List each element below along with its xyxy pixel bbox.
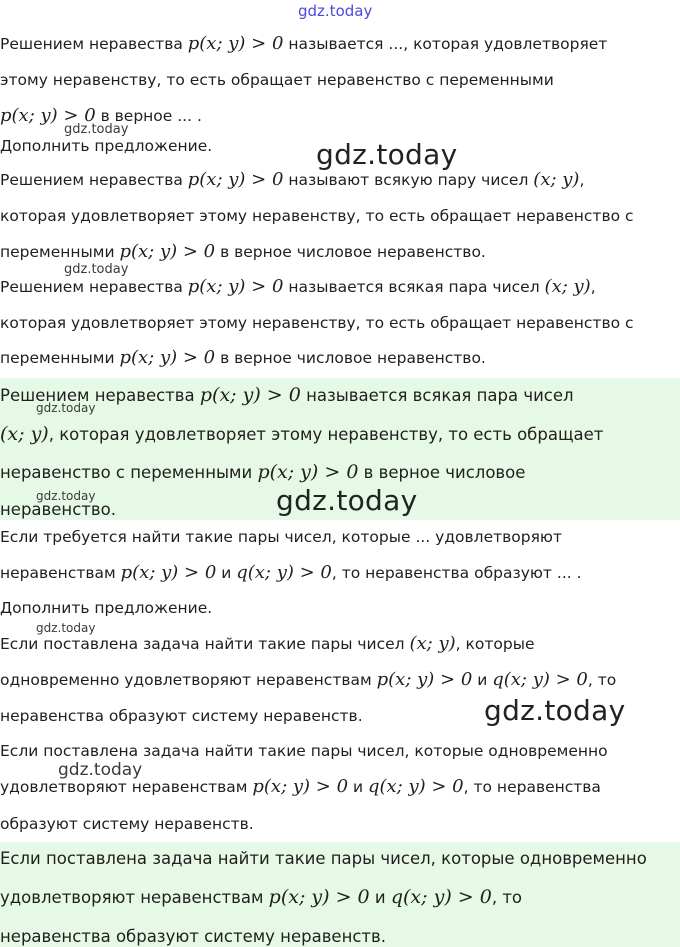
text: , которая удовлетворяет этому неравенству, то есть обращает bbox=[48, 425, 604, 444]
math-pair: (x; y) bbox=[533, 169, 580, 190]
text: Решением неравества bbox=[0, 278, 188, 296]
text: Решением неравества bbox=[0, 171, 188, 189]
text: неравенство с переменными bbox=[0, 463, 258, 482]
math-p: p(x; y) > 0 bbox=[187, 276, 284, 297]
a3-line-2 bbox=[0, 424, 603, 445]
text: Решением неравества bbox=[0, 386, 200, 405]
text: переменными bbox=[0, 243, 120, 261]
math-p: p(x; y) > 0 bbox=[268, 886, 370, 908]
watermark: gdz.today bbox=[36, 489, 96, 503]
text: , bbox=[579, 171, 585, 189]
watermark: gdz.today bbox=[58, 760, 143, 780]
text: в верное числовое bbox=[358, 463, 526, 482]
watermark: gdz.today bbox=[36, 401, 96, 415]
math-p: p(x; y) > 0 bbox=[376, 669, 473, 690]
b3-line-3 bbox=[0, 927, 386, 947]
math-p: p(x; y) > 0 bbox=[187, 33, 284, 54]
instruction: Дополнить предложение. bbox=[0, 599, 213, 617]
a1-line-3 bbox=[0, 242, 486, 262]
math-p: p(x; y) > 0 bbox=[252, 776, 349, 797]
text: и bbox=[369, 888, 391, 907]
text: , то bbox=[587, 671, 617, 689]
text: называется всякая пара чисел bbox=[300, 386, 574, 405]
text: , то bbox=[491, 888, 523, 907]
a3-line-4 bbox=[0, 500, 116, 520]
text: в верное ... . bbox=[95, 107, 202, 125]
text: неравенство. bbox=[0, 500, 116, 519]
text: в верное числовое неравенство. bbox=[215, 349, 486, 367]
a2-line-2 bbox=[0, 313, 634, 333]
watermark: gdz.today bbox=[484, 694, 626, 727]
math-p: p(x; y) > 0 bbox=[187, 169, 284, 190]
text: и bbox=[472, 671, 493, 689]
watermark: gdz.today bbox=[316, 138, 458, 171]
text: которая удовлетворяет этому неравенству, то есть обращает неравенство с bbox=[0, 314, 634, 332]
text: Если поставлена задача найти такие пары чисел, которые одновременно bbox=[0, 742, 608, 760]
math-pair: (x; y) bbox=[409, 633, 456, 654]
text: этому неравенству, то есть обращает неравенство с переменными bbox=[0, 71, 554, 89]
text: неравенствам bbox=[0, 564, 121, 582]
b3-line-1 bbox=[0, 849, 647, 869]
text: называется всякая пара чисел bbox=[283, 278, 545, 296]
text: и bbox=[348, 778, 368, 796]
math-p: p(x; y) > 0 bbox=[257, 461, 359, 483]
math-pair: (x; y) bbox=[0, 423, 49, 445]
text: неравенства образуют систему неравенств. bbox=[0, 927, 387, 946]
text: , bbox=[590, 278, 596, 296]
q1-line-2 bbox=[0, 70, 554, 90]
text: называют всякую пару чисел bbox=[283, 171, 534, 189]
a1-line-1 bbox=[0, 170, 584, 190]
b2-line-1 bbox=[0, 741, 608, 761]
math-p: p(x; y) > 0 bbox=[119, 241, 216, 262]
watermark: gdz.today bbox=[36, 621, 96, 635]
text: неравенства образуют систему неравенств. bbox=[0, 707, 363, 725]
text: Если поставлена задача найти такие пары чисел bbox=[0, 635, 410, 653]
text: , то неравенства образуют ... . bbox=[331, 564, 582, 582]
math-p: p(x; y) > 0 bbox=[120, 562, 217, 583]
q1-line-1 bbox=[0, 34, 607, 54]
a1-line-2 bbox=[0, 206, 634, 226]
a2-line-1 bbox=[0, 277, 596, 297]
q1-line-4 bbox=[0, 136, 212, 156]
math-q: q(x; y) > 0 bbox=[367, 776, 464, 797]
text: , которые bbox=[455, 635, 535, 653]
math-p: p(x; y) > 0 bbox=[0, 105, 96, 126]
math-pair: (x; y) bbox=[544, 276, 591, 297]
text: одновременно удовлетворяют неравенствам bbox=[0, 671, 377, 689]
b2-line-2 bbox=[0, 777, 601, 797]
b2-line-3 bbox=[0, 814, 254, 834]
q2-line-1 bbox=[0, 527, 562, 547]
text: образуют систему неравенств. bbox=[0, 815, 254, 833]
text: Решением неравества bbox=[0, 35, 188, 53]
text: удовлетворяют неравенствам bbox=[0, 778, 253, 796]
q2-line-2 bbox=[0, 563, 582, 583]
watermark: gdz.today bbox=[298, 2, 373, 20]
a3-line-3 bbox=[0, 462, 525, 483]
q2-line-3 bbox=[0, 598, 212, 618]
math-q: q(x; y) > 0 bbox=[492, 669, 588, 690]
text: в верное числовое неравенство. bbox=[215, 243, 486, 261]
math-p: p(x; y) > 0 bbox=[199, 384, 301, 406]
b1-line-1 bbox=[0, 634, 534, 654]
watermark: gdz.today bbox=[276, 484, 418, 517]
text: переменными bbox=[0, 349, 120, 367]
b1-line-3 bbox=[0, 706, 363, 726]
watermark: gdz.today bbox=[64, 122, 129, 137]
text: Если поставлена задача найти такие пары чисел, которые одновременно bbox=[0, 849, 647, 868]
text: которая удовлетворяет этому неравенству, то есть обращает неравенство с bbox=[0, 207, 634, 225]
text: удовлетворяют неравенствам bbox=[0, 888, 269, 907]
math-q: q(x; y) > 0 bbox=[236, 562, 332, 583]
math-q: q(x; y) > 0 bbox=[390, 886, 492, 908]
text: называется ..., которая удовлетворяет bbox=[283, 35, 608, 53]
watermark: gdz.today bbox=[64, 262, 129, 277]
instruction: Дополнить предложение. bbox=[0, 137, 213, 155]
text: и bbox=[216, 564, 237, 582]
math-p: p(x; y) > 0 bbox=[119, 347, 216, 368]
a2-line-3 bbox=[0, 348, 486, 368]
text: , то неравенства bbox=[463, 778, 601, 796]
text: Если требуется найти такие пары чисел, которые ... удовлетворяют bbox=[0, 528, 562, 546]
b3-line-2 bbox=[0, 887, 522, 908]
b1-line-2 bbox=[0, 670, 616, 690]
